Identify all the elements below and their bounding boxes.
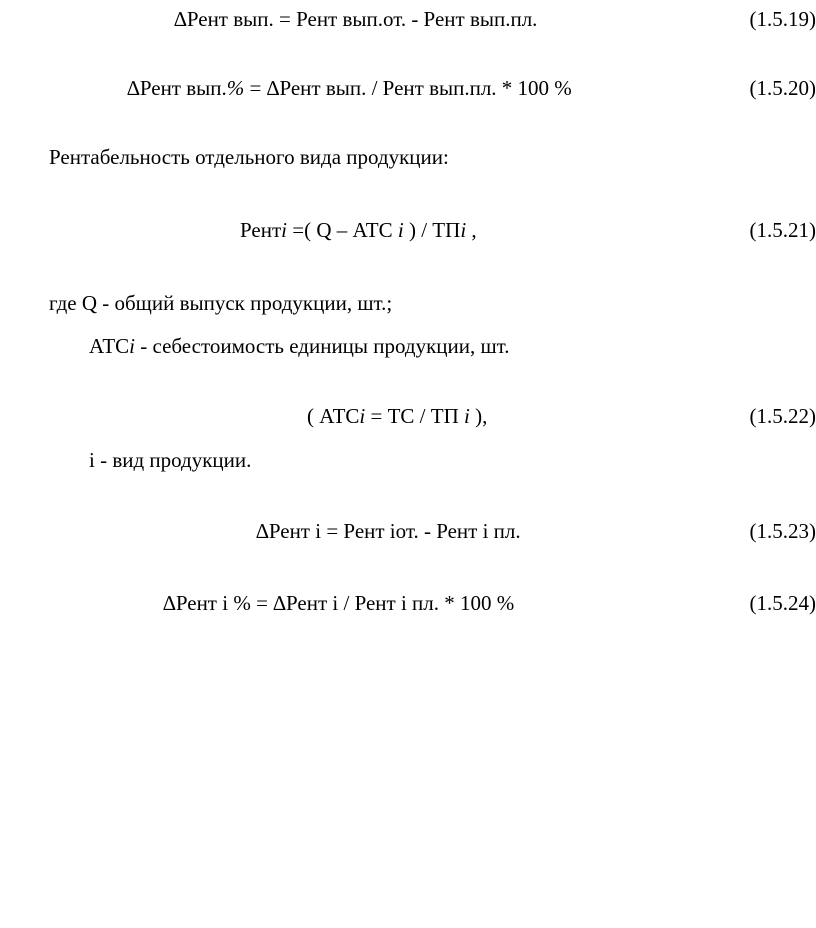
- formula-text: = ∆Рент вып. / Рент вып.пл. * 100 %: [244, 76, 572, 100]
- equation-number: (1.5.22): [749, 404, 816, 428]
- variable-i: i: [397, 218, 404, 242]
- formula-text: = ТС / ТП: [365, 404, 465, 428]
- variable-i: i: [281, 218, 287, 242]
- equation-number: (1.5.23): [749, 519, 816, 543]
- formula-text: ),: [469, 404, 488, 428]
- variable-i: i: [464, 404, 470, 428]
- formula-text: ∆Рент вып.: [127, 76, 227, 100]
- definition-text: АТС: [89, 334, 130, 358]
- formula-text: ) / ТП: [403, 218, 461, 242]
- formula-text: ,: [466, 218, 477, 242]
- formula-1-5-20: [127, 78, 572, 99]
- formula-1-5-22: [307, 406, 487, 427]
- percent-italic: %: [226, 76, 245, 100]
- formula-1-5-19: [174, 9, 537, 30]
- formula-text: ∆Рент вып. = Рент вып.от. - Рент вып.пл.: [174, 7, 538, 31]
- equation-number: (1.5.24): [749, 591, 816, 615]
- formula-1-5-21: [240, 220, 477, 241]
- definition-i: i - вид продукции.: [89, 448, 252, 472]
- variable-i: i: [129, 334, 135, 358]
- definition-atc: [89, 336, 510, 357]
- formula-1-5-24: ∆Рент i % = ∆Рент i / Рент i пл. * 100 %: [163, 591, 515, 615]
- formula-text: =( Q – АТС: [286, 218, 398, 242]
- equation-number: (1.5.19): [749, 7, 816, 31]
- formula-text: Рент: [240, 218, 282, 242]
- paragraph-heading: Рентабельность отдельного вида продукции:: [49, 145, 449, 169]
- equation-number: (1.5.21): [749, 218, 816, 242]
- definition-q: где Q - общий выпуск продукции, шт.;: [49, 291, 393, 315]
- equation-number: (1.5.20): [749, 76, 816, 100]
- definition-text: - себестоимость единицы продукции, шт.: [135, 334, 510, 358]
- formula-text: ( АТС: [307, 404, 360, 428]
- variable-i: i: [460, 218, 467, 242]
- formula-1-5-23: ∆Рент i = Рент iот. - Рент i пл.: [256, 519, 521, 543]
- variable-i: i: [359, 404, 366, 428]
